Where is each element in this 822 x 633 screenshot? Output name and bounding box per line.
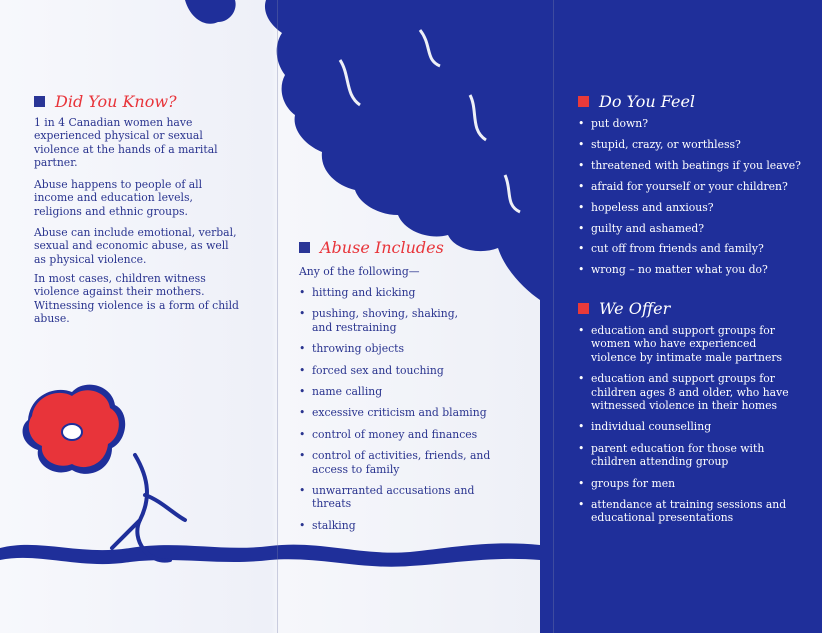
- fold-line-1: [277, 0, 278, 633]
- blue-ground-wave: [0, 543, 540, 566]
- list-item: • individual counselling: [578, 420, 803, 433]
- list-item: • afraid for yourself or your children?: [578, 180, 803, 193]
- abuse-includes-title: Abuse Includes: [320, 238, 444, 257]
- did-you-know-paragraph: 1 in 4 Canadian women have experienced physical or sexual violence at the hands of a marital partner.: [34, 116, 218, 170]
- list-item: • education and support groups for children ages 8 and older, who have witnessed violence in their homes: [578, 372, 803, 412]
- did-you-know-paragraph: In most cases, children witness violence against their mothers. Witnessing violence is a form of child abuse.: [34, 272, 239, 326]
- we-offer-title: We Offer: [599, 299, 671, 318]
- list-item: • forced sex and touching: [299, 364, 514, 377]
- list-item: • excessive criticism and blaming: [299, 406, 514, 419]
- list-item: • stalking: [299, 519, 514, 532]
- list-item: • unwarranted accusations and threats: [299, 484, 514, 511]
- list-item: • guilty and ashamed?: [578, 222, 803, 235]
- list-item: • hitting and kicking: [299, 286, 514, 299]
- abuse-includes-heading: [299, 238, 444, 257]
- list-item: • education and support groups for women who have experienced violence by intimate male partners: [578, 324, 803, 364]
- did-you-know-paragraph: Abuse happens to people of all income and education levels, religions and ethnic groups.: [34, 178, 203, 218]
- list-item: • attendance at training sessions and educational presentations: [578, 498, 806, 525]
- list-item: • put down?: [578, 117, 803, 130]
- do-you-feel-title: Do You Feel: [599, 92, 696, 111]
- poppy-flower-icon: [23, 385, 126, 474]
- list-item: • wrong – no matter what you do?: [578, 263, 803, 276]
- do-you-feel-heading: [578, 92, 695, 111]
- we-offer-list: [578, 324, 803, 525]
- square-bullet-icon: [299, 242, 310, 253]
- did-you-know-title: Did You Know?: [55, 92, 177, 111]
- did-you-know-heading: [34, 92, 177, 111]
- did-you-know-paragraph: Abuse can include emotional, verbal, sexual and economic abuse, as well as physical violence.: [34, 226, 237, 266]
- list-item: • groups for men: [578, 477, 803, 490]
- list-item: • control of activities, friends, and access to family: [299, 449, 497, 476]
- list-item: • cut off from friends and family?: [578, 242, 803, 255]
- square-bullet-icon: [34, 96, 45, 107]
- list-item: • pushing, shoving, shaking, and restraining: [299, 307, 472, 334]
- list-item: • control of money and finances: [299, 428, 514, 441]
- list-item: • threatened with beatings if you leave?: [578, 159, 803, 172]
- square-bullet-icon: [578, 303, 589, 314]
- list-item: • throwing objects: [299, 342, 514, 355]
- abuse-includes-intro: Any of the following—: [299, 265, 420, 278]
- do-you-feel-list: [578, 117, 803, 277]
- list-item: • hopeless and anxious?: [578, 201, 803, 214]
- abuse-includes-list: [299, 286, 514, 532]
- list-item: • parent education for those with children attending group: [578, 442, 781, 469]
- fold-line-2: [553, 0, 554, 633]
- square-bullet-icon: [578, 96, 589, 107]
- list-item: • stupid, crazy, or worthless?: [578, 138, 803, 151]
- we-offer-heading: [578, 299, 670, 318]
- list-item: • name calling: [299, 385, 514, 398]
